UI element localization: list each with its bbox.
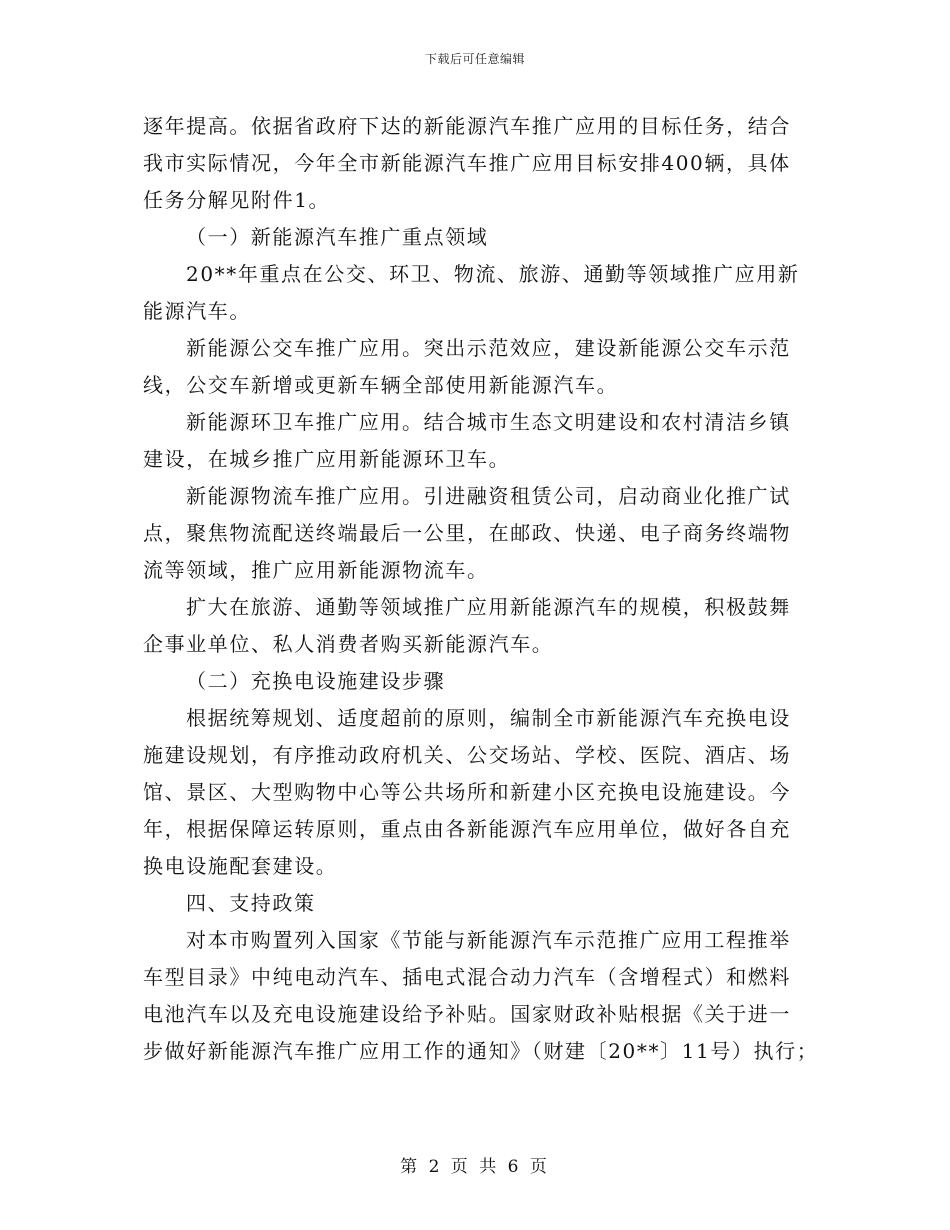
body-line: 扩大在旅游、通勤等领域推广应用新能源汽车的规模，积极鼓舞 — [186, 595, 791, 619]
body-line: 建设，在城乡推广应用新能源环卫车。 — [143, 447, 511, 471]
body-line: 企事业单位、私人消费者购买新能源汽车。 — [143, 632, 554, 656]
body-line: 馆、景区、大型购物中心等公共场所和新建小区充换电设施建设。今 — [143, 780, 791, 804]
body-line: 点，聚焦物流配送终端最后一公里，在邮政、快递、电子商务终端物 — [143, 521, 791, 545]
body-line: 车型目录》中纯电动汽车、插电式混合动力汽车（含增程式）和燃料 — [143, 965, 791, 989]
body-line: 我市实际情况，今年全市新能源汽车推广应用目标安排400辆，具体 — [143, 151, 791, 175]
body-line: 根据统筹规划、适度超前的原则，编制全市新能源汽车充换电设 — [186, 706, 791, 730]
body-line: 换电设施配套建设。 — [143, 854, 338, 878]
body-line: 步做好新能源汽车推广应用工作的通知》（财建〔20**〕11号）执行； — [143, 1039, 819, 1063]
body-line: 任务分解见附件1。 — [143, 188, 331, 212]
body-line: 线，公交车新增或更新车辆全部使用新能源汽车。 — [143, 373, 619, 397]
body-line: 对本市购置列入国家《节能与新能源汽车示范推广应用工程推举 — [186, 928, 791, 952]
section-heading: （一）新能源汽车推广重点领域 — [186, 225, 489, 249]
body-line: 年，根据保障运转原则，重点由各新能源汽车应用单位，做好各自充 — [143, 817, 791, 841]
body-line: 新能源物流车推广应用。引进融资租赁公司，启动商业化推广试 — [186, 484, 791, 508]
body-line: 新能源环卫车推广应用。结合城市生态文明建设和农村清洁乡镇 — [186, 410, 791, 434]
page-number: 第 2 页 共 6 页 — [400, 1157, 550, 1177]
body-line: 20**年重点在公交、环卫、物流、旅游、通勤等领域推广应用新 — [186, 262, 800, 286]
page-header-note: 下载后可任意编辑 — [424, 52, 525, 66]
body-line: 新能源公交车推广应用。突出示范效应，建设新能源公交车示范 — [186, 336, 791, 360]
body-line: 能源汽车。 — [143, 299, 251, 323]
body-line: 施建设规划，有序推动政府机关、公交场站、学校、医院、酒店、场 — [143, 743, 791, 767]
section-heading: 四、支持政策 — [186, 891, 316, 915]
body-line: 逐年提高。依据省政府下达的新能源汽车推广应用的目标任务，结合 — [143, 114, 791, 138]
section-heading: （二）充换电设施建设步骤 — [186, 669, 446, 693]
body-line: 流等领域，推广应用新能源物流车。 — [143, 558, 489, 582]
document-body — [143, 108, 819, 1070]
body-line: 电池汽车以及充电设施建设给予补贴。国家财政补贴根据《关于进一 — [143, 1002, 791, 1026]
